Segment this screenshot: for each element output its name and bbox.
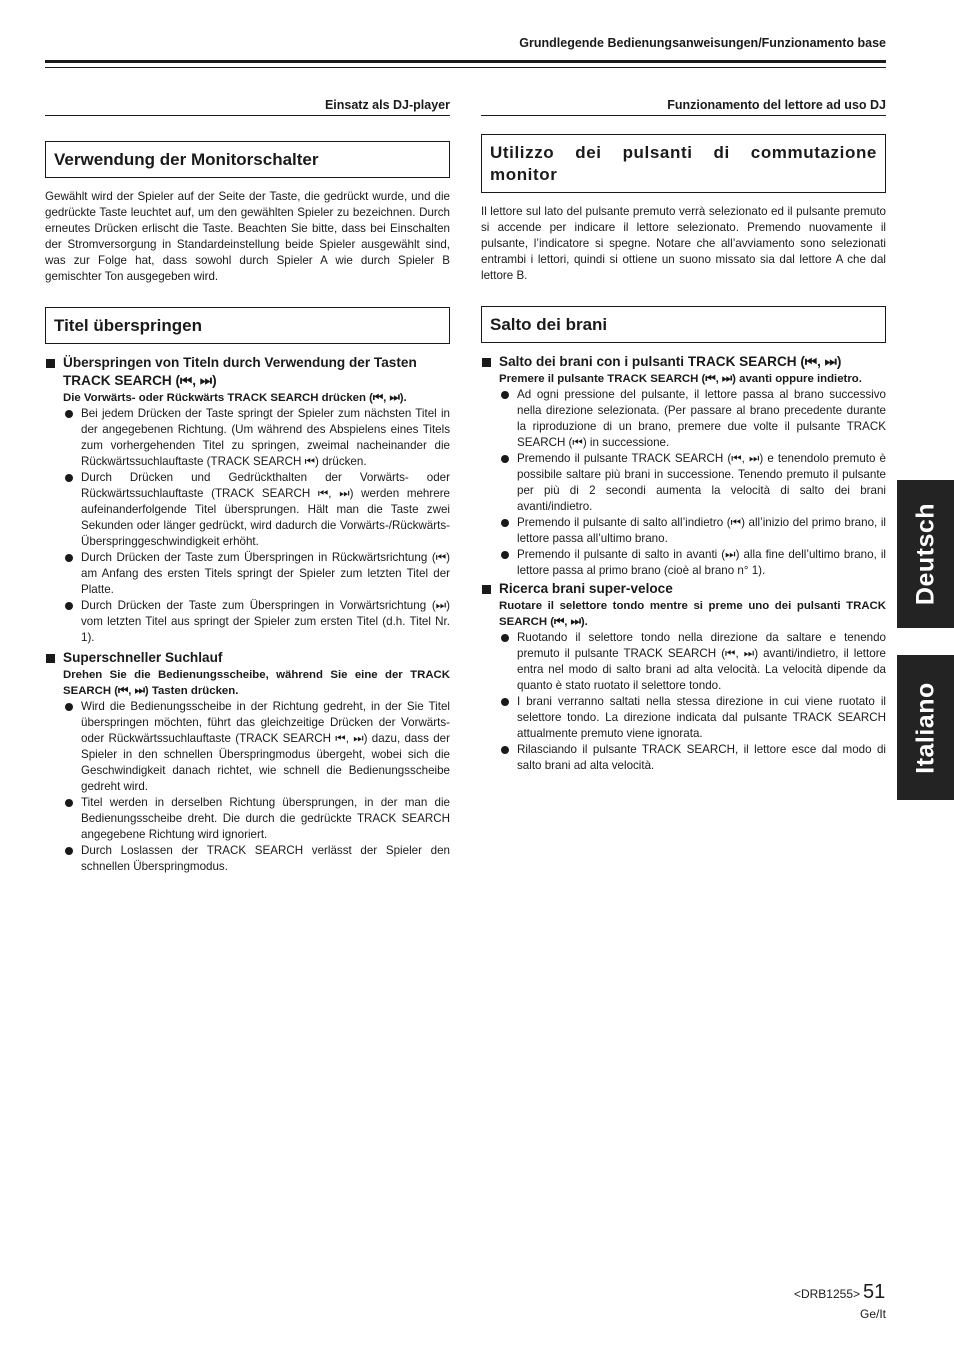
monitor-switch-heading: Verwendung der Monitorschalter bbox=[45, 141, 450, 178]
tab-italiano-label: Italiano bbox=[911, 681, 939, 774]
fast-search-heading: Superschneller Suchlauf bbox=[63, 650, 223, 665]
bullet-list bbox=[481, 630, 886, 774]
bullet-dot-icon bbox=[65, 474, 73, 482]
list-item: Rilasciando il pulsante TRACK SEARCH, il lettore esce dal modo di salto brani ad alta velocità. bbox=[481, 742, 886, 774]
tab-italiano[interactable] bbox=[897, 655, 954, 800]
track-skip-heading-it: Salto dei brani bbox=[481, 306, 886, 343]
list-item: Ad ogni pressione del pulsante, il lettore passa al brano successivo nella direzione selezionata. (Per passare al brano precedente durante la riproduzione di un brano, premere due volte il pulsante TRACK SEARCH (⏮) in successione. bbox=[481, 387, 886, 451]
fast-search-heading-it: Ricerca brani super-veloce bbox=[499, 581, 673, 596]
monitor-switch-heading-it: Utilizzo dei pulsanti di commutazione monitor bbox=[481, 134, 886, 193]
track-search-skip-heading-it: Salto dei brani con i pulsanti TRACK SEARCH (⏮, ⏭) bbox=[499, 354, 842, 369]
section-bullet-heading bbox=[45, 354, 450, 390]
bullet-list bbox=[45, 699, 450, 875]
bullet-dot-icon bbox=[65, 554, 73, 562]
page-number: 51 bbox=[863, 1281, 886, 1303]
bullet-list bbox=[45, 406, 450, 646]
bullet-list bbox=[481, 387, 886, 579]
list-item: Ruotando il selettore tondo nella direzione da saltare e tenendo premuto il pulsante TRACK SEARCH (⏮, ⏭) avanti/indietro, il lettore entra nel modo di salto brani ad alta velocità. La velocità dipende da quanto è stato ruotato il selettore tondo. bbox=[481, 630, 886, 694]
bullet-dot-icon bbox=[501, 391, 509, 399]
header-rule-thick bbox=[45, 60, 886, 63]
list-item: Durch Drücken der Taste zum Überspringen in Rückwärtsrichtung (⏮) am Anfang des ersten Titels springt der Spieler zum letzten Titel der Platte. bbox=[45, 550, 450, 598]
instruction-text: Premere il pulsante TRACK SEARCH (⏮, ⏭) avanti oppure indietro. bbox=[499, 373, 862, 385]
section-bullet-heading bbox=[45, 649, 450, 667]
list-item: Titel werden in derselben Richtung übersprungen, in der man die Bedienungsscheibe dreht. Die durch die gedrückte TRACK SEARCH angegebene Richtung wird ignoriert. bbox=[45, 795, 450, 843]
german-column bbox=[45, 98, 450, 875]
bullet-dot-icon bbox=[501, 634, 509, 642]
square-bullet-icon bbox=[482, 585, 491, 594]
italian-column bbox=[481, 98, 886, 774]
track-search-skip-heading: Überspringen von Titeln durch Verwendung der Tasten TRACK SEARCH (⏮, ⏭) bbox=[63, 355, 417, 388]
document-code: <DRB1255> bbox=[793, 1287, 860, 1301]
instruction-text: Die Vorwärts- oder Rückwärts TRACK SEARCH drücken (⏮, ⏭). bbox=[63, 392, 407, 404]
bullet-dot-icon bbox=[501, 746, 509, 754]
bullet-dot-icon bbox=[65, 847, 73, 855]
section-bullet-heading bbox=[481, 580, 886, 598]
header-rule-thin bbox=[45, 67, 886, 68]
square-bullet-icon bbox=[46, 359, 55, 368]
instruction-text: Drehen Sie die Bedienungsscheibe, während Sie eine der TRACK SEARCH (⏮, ⏭) Tasten drücken. bbox=[63, 669, 450, 697]
left-subhead: Einsatz als DJ-player bbox=[45, 98, 450, 116]
language-code: Ge/It bbox=[859, 1307, 886, 1321]
list-item: Premendo il pulsante TRACK SEARCH (⏮, ⏭) e tenendolo premuto è possibile saltare più brani in successione. Tenendo premuto il pulsante per più di 2 secondi aumenta la velocità di salto dei brani avanti/indietro. bbox=[481, 451, 886, 515]
monitor-switch-text-it: Il lettore sul lato del pulsante premuto verrà selezionato ed il pulsante premuto si accende per indicare il lettore selezionato. Premendo nuovamente il pulsante, l’indicatore si spegne. Notare che all’avviamento sono selezionati entrambi i lettori, quindi si ottiene un suono missato sia dal lettore A che dal lettore B. bbox=[481, 205, 886, 282]
bullet-dot-icon bbox=[65, 799, 73, 807]
tab-deutsch[interactable] bbox=[897, 480, 954, 628]
square-bullet-icon bbox=[482, 358, 491, 367]
monitor-switch-text: Gewählt wird der Spieler auf der Seite der Taste, die gedrückt wurde, und die gedrückte Taste leuchtet auf, um den gewählten Spieler zu bezeichnen. Durch erneutes Drücken erlischt die Taste. Beachten Sie bitte, dass bei Einschalten der Stromversorgung in Standardeinstellung beide Spieler ausgewählt sind, was zur Folge hat, dass sowohl durch Spieler A wie durch Spieler B gemischter Ton ausgegeben wird. bbox=[45, 190, 450, 283]
list-item: Premendo il pulsante di salto all’indietro (⏮) all’inizio del primo brano, il lettore passa all’ultimo brano. bbox=[481, 515, 886, 547]
list-item: Durch Drücken und Gedrückthalten der Vorwärts- oder Rückwärtssuchlauftaste (TRACK SEARCH ⏮, ⏭) werden mehrere aufeinanderfolgende Titel übersprungen. Hält man die Taste zwei Sekunden oder länger gedrückt, wird dadurch die Vorwärts-/Rückwärts-Überspringgeschwindigkeit erhöht. bbox=[45, 470, 450, 550]
bullet-dot-icon bbox=[501, 698, 509, 706]
list-item: I brani verranno saltati nella stessa direzione in cui viene ruotato il selettore tondo. La direzione indicata dal pulsante TRACK SEARCH attualmente premuto viene ignorata. bbox=[481, 694, 886, 742]
bullet-dot-icon bbox=[501, 519, 509, 527]
tab-deutsch-label: Deutsch bbox=[911, 502, 939, 606]
list-item: Durch Drücken der Taste zum Überspringen in Vorwärtsrichtung (⏭) vom letzten Titel aus springt der Spieler zum ersten Titel (d.h. Titel Nr. 1). bbox=[45, 598, 450, 646]
bullet-dot-icon bbox=[65, 602, 73, 610]
bullet-dot-icon bbox=[65, 703, 73, 711]
list-item: Premendo il pulsante di salto in avanti (⏭) alla fine dell’ultimo brano, il lettore passa al primo brano (cioè al brano n° 1). bbox=[481, 547, 886, 579]
running-header: Grundlegende Bedienungsanweisungen/Funzionamento base bbox=[519, 36, 886, 50]
list-item: Durch Loslassen der TRACK SEARCH verlässt der Spieler den schnellen Überspringmodus. bbox=[45, 843, 450, 875]
bullet-dot-icon bbox=[65, 410, 73, 418]
square-bullet-icon bbox=[46, 654, 55, 663]
bullet-dot-icon bbox=[501, 551, 509, 559]
right-subhead: Funzionamento del lettore ad uso DJ bbox=[481, 98, 886, 116]
instruction-text: Ruotare il selettore tondo mentre si preme uno dei pulsanti TRACK SEARCH (⏮, ⏭). bbox=[499, 600, 886, 628]
list-item: Bei jedem Drücken der Taste springt der Spieler zum nächsten Titel in der angegebenen Richtung. (Um während des Abspielens eines Titels zum vorhergehenden Titel zu springen, zweimal nacheinander die Rückwärtssuchlauftaste (TRACK SEARCH ⏮) drücken. bbox=[45, 406, 450, 470]
bullet-dot-icon bbox=[501, 455, 509, 463]
list-item: Wird die Bedienungsscheibe in der Richtung gedreht, in der Sie Titel überspringen möchten, führt das gleichzeitige Drücken der Vorwärts- oder Rückwärtssuchlauftaste (TRACK SEARCH ⏮, ⏭) dazu, dass der Spieler in den schnellen Überspringmodus übergeht, wobei sich die Geschwindigkeit danach richtet, wie schnell die Bedienungsscheibe gedreht wird. bbox=[45, 699, 450, 795]
section-bullet-heading bbox=[481, 353, 886, 371]
track-skip-heading: Titel überspringen bbox=[45, 307, 450, 344]
